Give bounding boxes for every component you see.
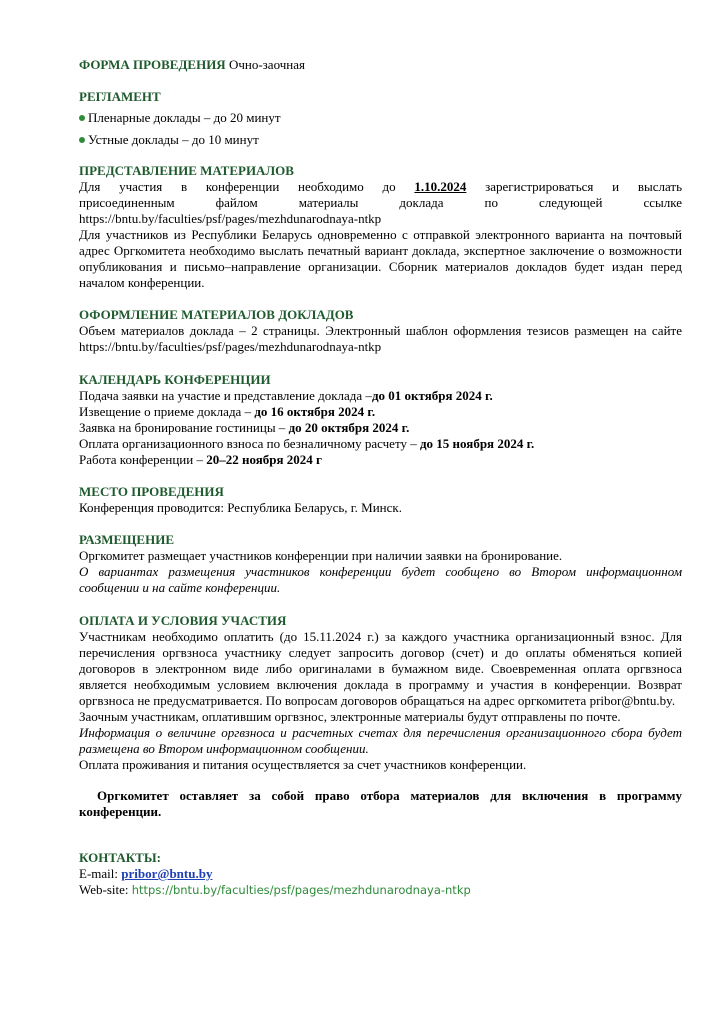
deadline-date: 1.10.2024 bbox=[414, 179, 467, 194]
calendar-row bbox=[79, 420, 682, 436]
section-kalendar bbox=[79, 372, 682, 468]
heading-kalendar: КАЛЕНДАРЬ КОНФЕРЕНЦИИ bbox=[79, 372, 271, 387]
predstavlenie-line1 bbox=[79, 179, 682, 195]
calendar-row bbox=[79, 436, 682, 452]
razmeshenie-text: Оргкомитет размещает участников конференции при наличии заявки на бронирование. bbox=[79, 548, 563, 563]
list-item bbox=[79, 110, 682, 126]
calendar-date: 20–22 ноября 2024 г bbox=[206, 452, 322, 467]
forma-value: Очно-заочная bbox=[228, 57, 305, 72]
heading-forma: ФОРМА ПРОВЕДЕНИЯ bbox=[79, 57, 226, 72]
reglament-item: Пленарные доклады – до 20 минут bbox=[88, 110, 281, 125]
text-span: зарегистрироваться и выслать bbox=[485, 179, 682, 194]
site-link[interactable]: https://bntu.by/faculties/psf/pages/mezhdunarodnaya-ntkp bbox=[131, 883, 471, 897]
calendar-label: Заявка на бронирование гостиницы – bbox=[79, 420, 289, 435]
calendar-row bbox=[79, 388, 682, 404]
calendar-label: Извещение о приеме доклада – bbox=[79, 404, 255, 419]
email-link[interactable]: pribor@bntu.by bbox=[121, 866, 213, 881]
oformlenie-text: Объем материалов доклада – 2 страницы. Электронный шаблон оформления тезисов размещен на сайте https://bntu.by/faculties/psf/pages/mezhdunarodnaya-ntkp bbox=[79, 323, 682, 354]
calendar-label: Работа конференции – bbox=[79, 452, 207, 467]
oplata-italic: Информация о величине оргвзноса и расчетных счетах для перечисления организационного сбора будет размещена во Втором информационном сообщении. bbox=[79, 725, 682, 756]
calendar-row bbox=[79, 404, 682, 420]
heading-razmeshenie: РАЗМЕЩЕНИЕ bbox=[79, 532, 174, 547]
oplata-zaochnym: Заочным участникам, оплатившим оргвзнос, электронные материалы будут отправлены по почте. bbox=[79, 709, 621, 724]
calendar-date: до 15 ноября 2024 г. bbox=[419, 436, 535, 451]
section-oplata bbox=[79, 613, 682, 773]
document-page bbox=[79, 57, 682, 898]
section-razmeshenie bbox=[79, 532, 682, 596]
site-label: Web-site: bbox=[79, 882, 132, 897]
email-label: E-mail: bbox=[79, 866, 122, 881]
bullet-icon bbox=[79, 115, 85, 121]
section-oformlenie bbox=[79, 307, 682, 355]
text-span: Для участия в конференции необходимо до bbox=[79, 179, 396, 194]
razmeshenie-italic: О вариантах размещения участников конференции будет сообщено во Втором информационном сообщении и на сайте конференции. bbox=[79, 564, 682, 595]
section-predstavlenie bbox=[79, 163, 682, 291]
calendar-date: до 20 октября 2024 г. bbox=[288, 420, 410, 435]
calendar-label: Подача заявки на участие и представление доклада – bbox=[79, 388, 372, 403]
section-reglament bbox=[79, 89, 682, 148]
site-row bbox=[79, 882, 682, 898]
heading-reglament: РЕГЛАМЕНТ bbox=[79, 89, 161, 104]
final-note: Оргкомитет оставляет за собой право отбора материалов для включения в программу конференции. bbox=[79, 788, 682, 819]
list-item bbox=[79, 132, 682, 148]
section-forma bbox=[79, 57, 682, 73]
reglament-item: Устные доклады – до 10 минут bbox=[88, 132, 259, 147]
heading-kontakty: КОНТАКТЫ: bbox=[79, 850, 161, 865]
section-kontakty bbox=[79, 850, 682, 898]
predstavlenie-line2: присоединенным файлом материалы доклада по следующей ссылке bbox=[79, 195, 682, 210]
section-mesto bbox=[79, 484, 682, 516]
predstavlenie-paragraph: Для участников из Республики Беларусь одновременно с отправкой электронного варианта на почтовый адрес Оргкомитета необходимо выслать печатный вариант доклада, экспертное заключение о возможности опубликования и письмо–направление организации. Сборник материалов докладов будет издан перед началом конференции. bbox=[79, 227, 682, 290]
bullet-icon bbox=[79, 137, 85, 143]
email-row bbox=[79, 866, 682, 882]
calendar-label: Оплата организационного взноса по безналичному расчету – bbox=[79, 436, 420, 451]
heading-oformlenie: ОФОРМЛЕНИЕ МАТЕРИАЛОВ ДОКЛАДОВ bbox=[79, 307, 354, 322]
heading-oplata: ОПЛАТА И УСЛОВИЯ УЧАСТИЯ bbox=[79, 613, 287, 628]
oplata-prozhivanie: Оплата проживания и питания осуществляется за счет участников конференции. bbox=[79, 757, 527, 772]
calendar-date: до 01 октября 2024 г. bbox=[371, 388, 493, 403]
calendar-row bbox=[79, 452, 682, 468]
submission-link[interactable]: https://bntu.by/faculties/psf/pages/mezhdunarodnaya-ntkp bbox=[79, 211, 382, 226]
calendar-date: до 16 октября 2024 г. bbox=[254, 404, 376, 419]
heading-mesto: МЕСТО ПРОВЕДЕНИЯ bbox=[79, 484, 224, 499]
heading-predstavlenie: ПРЕДСТАВЛЕНИЕ МАТЕРИАЛОВ bbox=[79, 163, 294, 178]
oplata-paragraph: Участникам необходимо оплатить (до 15.11.2024 г.) за каждого участника организационный взнос. Для перечисления оргвзноса участнику следует запросить договор (счет) и до оплаты обменяться копией договоров в электронном виде либо оригиналами в бумажном виде. Своевременная оплата оргвзноса является необходимым условием включения доклада в программу и участия в конференции. Возврат оргвзноса не предусматривается. По вопросам договоров обращаться на адрес оргкомитета pribor@bntu.by. bbox=[79, 629, 682, 708]
mesto-text: Конференция проводится: Республика Беларусь, г. Минск. bbox=[79, 500, 402, 515]
section-final bbox=[79, 788, 682, 820]
